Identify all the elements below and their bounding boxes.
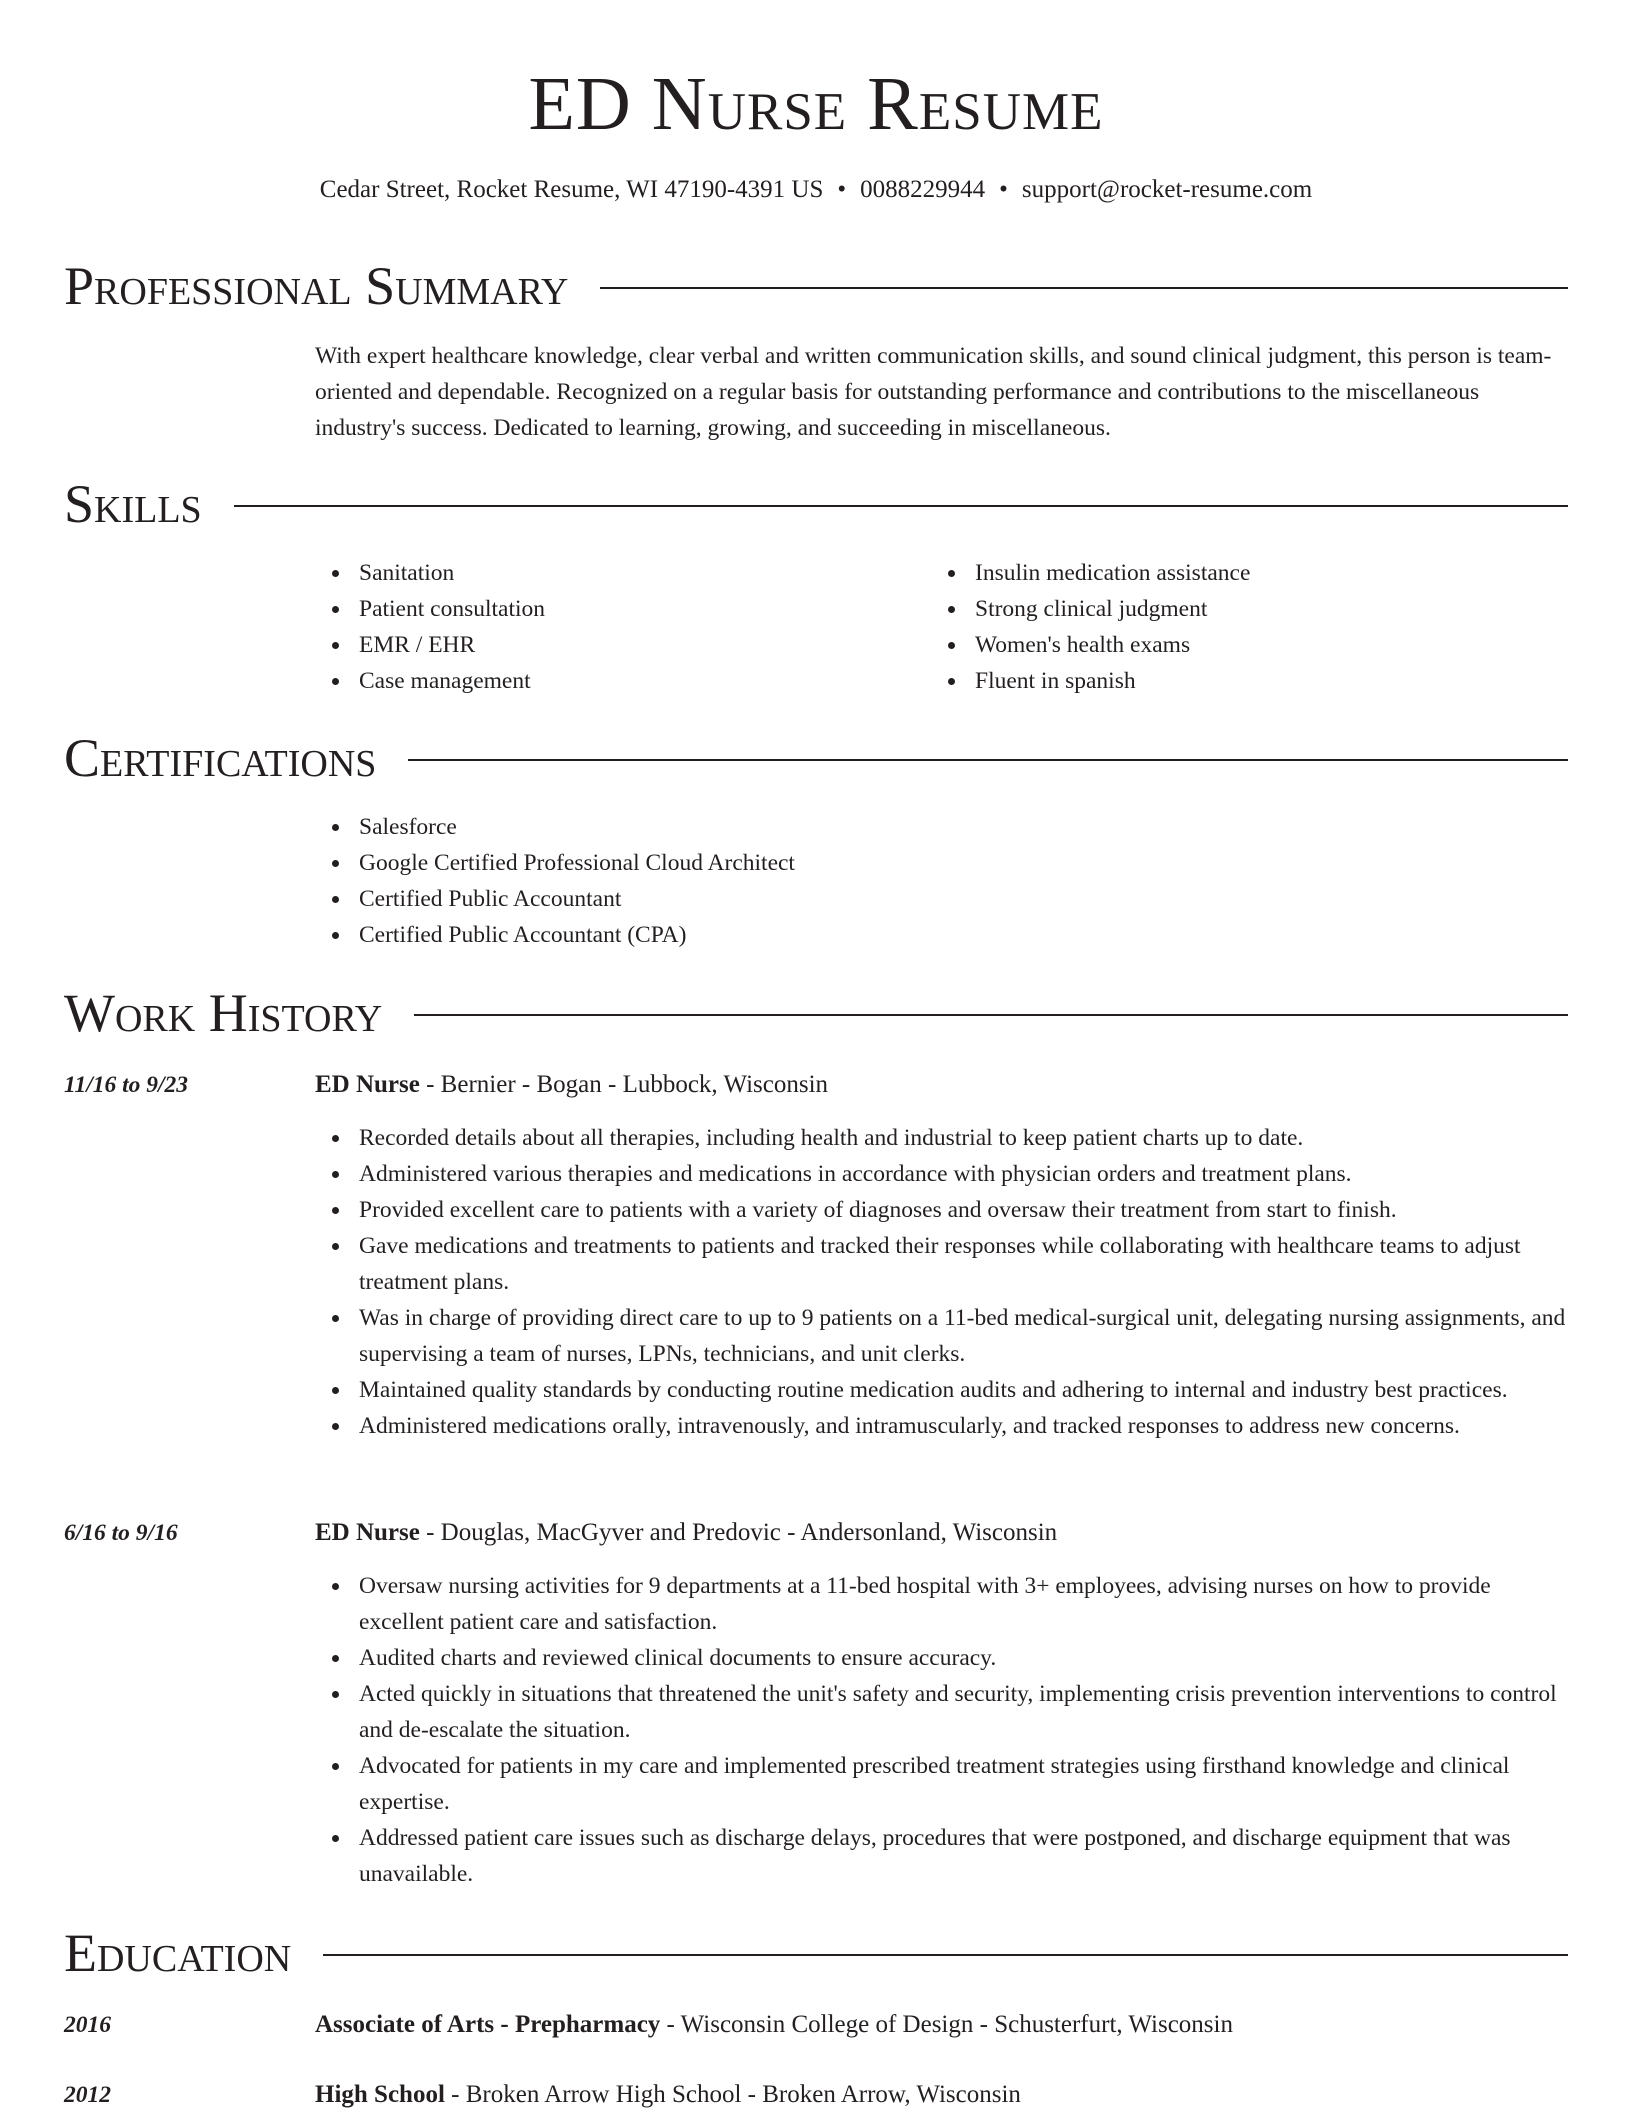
skills-list-left xyxy=(315,555,915,699)
education-year: 2016 xyxy=(64,2012,111,2038)
contact-phone: 0088229944 xyxy=(860,176,986,203)
job-bullet: Audited charts and reviewed clinical documents to ensure accuracy. xyxy=(315,1640,1570,1676)
skills-list-right xyxy=(931,555,1571,699)
skill-item: EMR / EHR xyxy=(315,627,915,663)
education-section-title: Education xyxy=(64,1923,292,1983)
work-section-header xyxy=(64,981,1568,1045)
job-employer: - Bernier - Bogan - Lubbock, Wisconsin xyxy=(419,1071,829,1098)
skill-item: Case management xyxy=(315,663,915,699)
education-degree: High School xyxy=(315,2081,445,2108)
job-employer: - Douglas, MacGyver and Predovic - Andersonland, Wisconsin xyxy=(419,1519,1058,1546)
contact-separator: • xyxy=(837,176,847,203)
skills-section-header xyxy=(64,472,1568,536)
certifications-section-title: Certifications xyxy=(64,728,377,788)
summary-text: With expert healthcare knowledge, clear verbal and written communication skills, and sound clinical judgment, this person is team-oriented and dependable. Recognized on a regular basis for outstanding performance and contributions to the miscellaneous industry's success. Dedicated to learning, growing, and succeeding in miscellaneous. xyxy=(315,343,1552,441)
section-divider xyxy=(414,1014,1568,1016)
certifications-list xyxy=(315,809,1570,953)
job-bullets xyxy=(315,1568,1570,1892)
contact-email: support@rocket-resume.com xyxy=(1021,176,1313,203)
certification-item: Google Certified Professional Cloud Architect xyxy=(315,845,1570,881)
skill-item: Women's health exams xyxy=(931,627,1571,663)
education-section-header xyxy=(64,1921,1568,1985)
job-bullet: Was in charge of providing direct care to up to 9 patients on a 11-bed medical-surgical unit, delegating nursing assignments, and supervising a team of nurses, LPNs, technicians, and unit clerks. xyxy=(315,1300,1570,1372)
skill-item: Sanitation xyxy=(315,555,915,591)
contact-line xyxy=(0,174,1632,206)
job-role: ED Nurse xyxy=(315,1519,420,1546)
skill-item: Fluent in spanish xyxy=(931,663,1571,699)
job-title-line xyxy=(315,1515,1570,1551)
job-bullets xyxy=(315,1120,1570,1444)
education-school: - Broken Arrow High School - Broken Arrow, Wisconsin xyxy=(444,2081,1021,2108)
education-entry xyxy=(315,2077,1570,2113)
job-role: ED Nurse xyxy=(315,1071,420,1098)
job-bullet: Addressed patient care issues such as discharge delays, procedures that were postponed, and discharge equipment that was unavailable. xyxy=(315,1820,1570,1892)
education-school: - Wisconsin College of Design - Schusterfurt, Wisconsin xyxy=(660,2011,1233,2038)
job-bullet: Oversaw nursing activities for 9 departments at a 11-bed hospital with 3+ employees, advising nurses on how to provide excellent patient care and satisfaction. xyxy=(315,1568,1570,1640)
contact-address: Cedar Street, Rocket Resume, WI 47190-4391 US xyxy=(319,176,824,203)
section-divider xyxy=(234,505,1568,507)
job-bullet: Gave medications and treatments to patients and tracked their responses while collaborating with healthcare teams to adjust treatment plans. xyxy=(315,1228,1570,1300)
job-bullet: Administered medications orally, intravenously, and intramuscularly, and tracked responses to address new concerns. xyxy=(315,1408,1570,1444)
job-bullet: Administered various therapies and medications in accordance with physician orders and treatment plans. xyxy=(315,1156,1570,1192)
job-date: 11/16 to 9/23 xyxy=(64,1072,189,1098)
section-divider xyxy=(323,1954,1568,1956)
job-bullet: Advocated for patients in my care and implemented prescribed treatment strategies using firsthand knowledge and clinical expertise. xyxy=(315,1748,1570,1820)
summary-section-header xyxy=(64,254,1568,318)
certifications-section-header xyxy=(64,726,1568,790)
certification-item: Certified Public Accountant xyxy=(315,881,1570,917)
skill-item: Strong clinical judgment xyxy=(931,591,1571,627)
summary-section-title: Professional Summary xyxy=(64,256,569,316)
skills-section-title: Skills xyxy=(64,474,202,534)
certification-item: Certified Public Accountant (CPA) xyxy=(315,917,1570,953)
education-entry xyxy=(315,2007,1570,2043)
job-title-line xyxy=(315,1067,1570,1103)
skill-item: Patient consultation xyxy=(315,591,915,627)
section-divider xyxy=(600,287,1568,289)
work-section-title: Work History xyxy=(64,983,383,1043)
education-degree: Associate of Arts - Prepharmacy xyxy=(315,2011,661,2038)
job-bullet: Provided excellent care to patients with a variety of diagnoses and oversaw their treatment from start to finish. xyxy=(315,1192,1570,1228)
job-bullet: Maintained quality standards by conducting routine medication audits and adhering to internal and industry best practices. xyxy=(315,1372,1570,1408)
section-divider xyxy=(408,759,1568,761)
education-year: 2012 xyxy=(64,2082,111,2108)
resume-name: ED Nurse Resume xyxy=(528,62,1104,146)
job-bullet: Acted quickly in situations that threatened the unit's safety and security, implementing crisis prevention interventions to control and de-escalate the situation. xyxy=(315,1676,1570,1748)
job-bullet: Recorded details about all therapies, including health and industrial to keep patient charts up to date. xyxy=(315,1120,1570,1156)
skill-item: Insulin medication assistance xyxy=(931,555,1571,591)
contact-separator: • xyxy=(999,176,1008,203)
certification-item: Salesforce xyxy=(315,809,1570,845)
job-date: 6/16 to 9/16 xyxy=(64,1520,178,1546)
